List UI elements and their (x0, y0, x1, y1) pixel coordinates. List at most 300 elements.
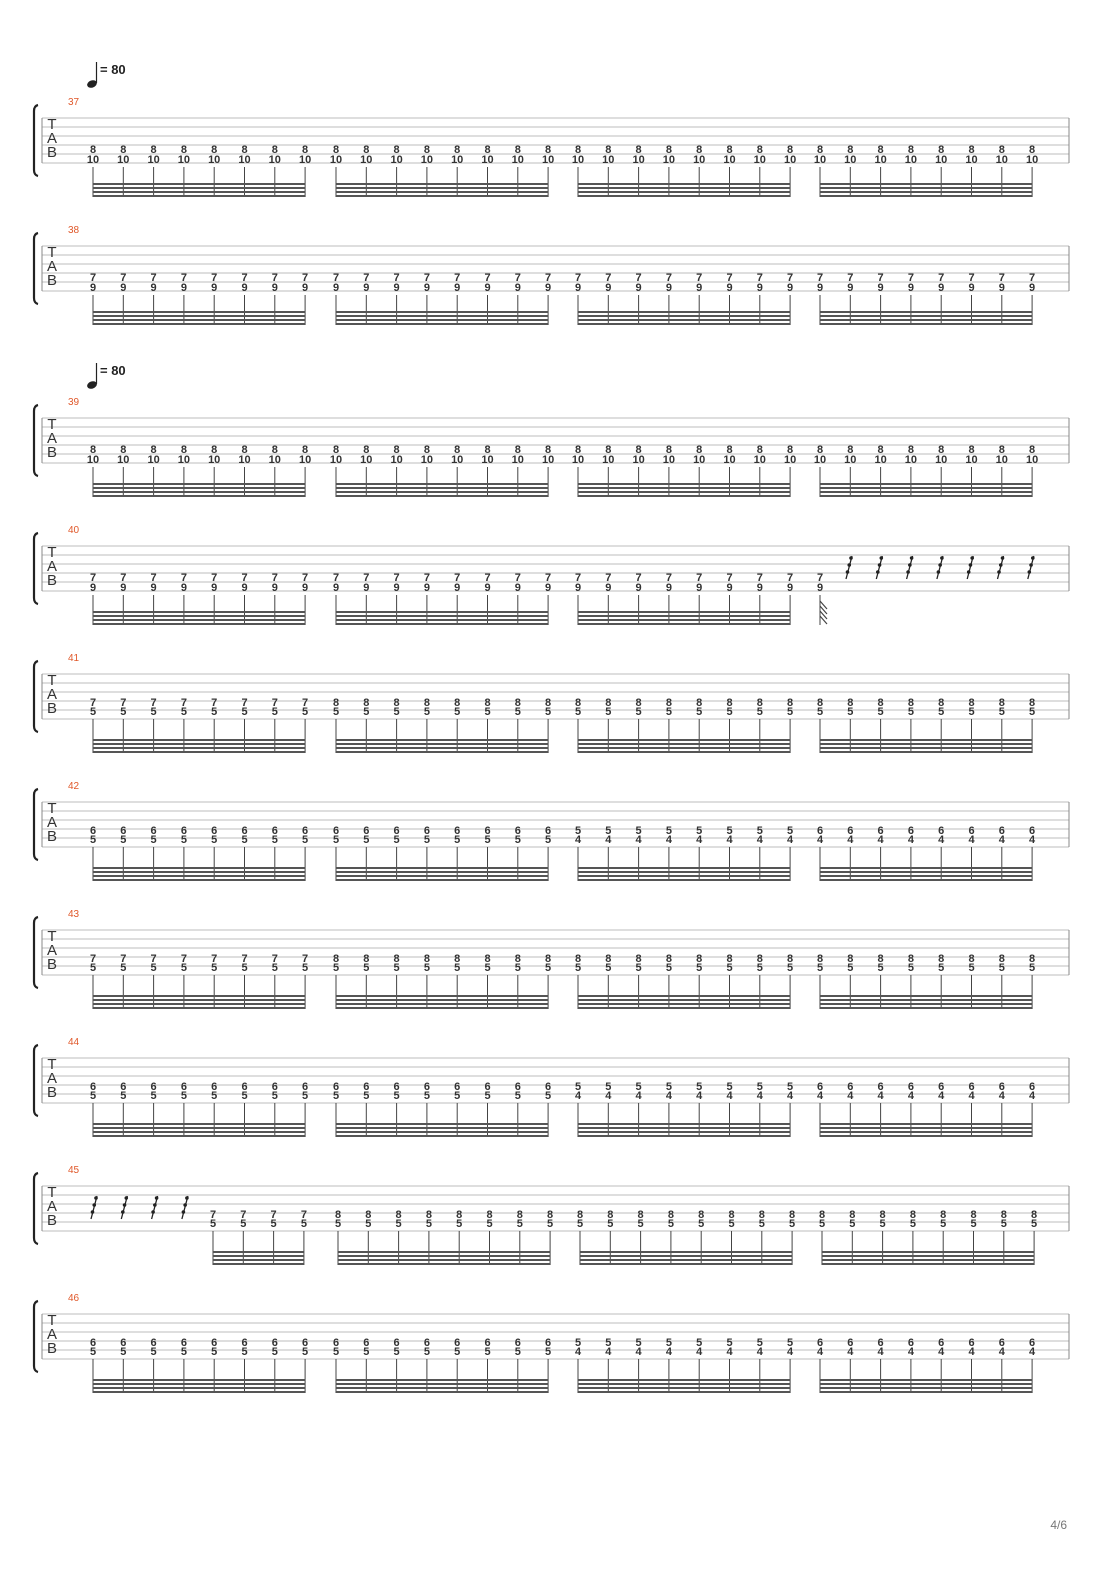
fret-number: 8 (302, 444, 309, 456)
fret-number: 4 (998, 834, 1005, 846)
beam (820, 323, 1032, 325)
fret-number: 5 (667, 1218, 674, 1230)
rest-icon (91, 1196, 98, 1219)
fret-number: 5 (514, 962, 521, 974)
fret-number: 5 (756, 1081, 763, 1093)
tab-clef-letter: T (47, 928, 57, 945)
fret-number: 9 (484, 282, 491, 294)
fret-number: 6 (302, 1081, 309, 1093)
fret-number: 5 (211, 962, 218, 974)
beam (336, 747, 548, 749)
beam (820, 195, 1032, 197)
fret-number: 7 (302, 697, 309, 709)
fret-number: 9 (271, 282, 278, 294)
fret-number: 9 (756, 582, 763, 594)
tab-clef-letter: T (47, 1184, 57, 1201)
fret-number: 10 (420, 154, 434, 166)
beam (578, 611, 790, 613)
fret-number: 6 (907, 1337, 914, 1349)
fret-number: 5 (332, 962, 340, 974)
fret-number: 8 (756, 697, 763, 709)
fret-number: 5 (423, 962, 430, 974)
beam (93, 623, 305, 625)
fret-number: 5 (726, 962, 733, 974)
tab-clef-letter: B (46, 1340, 58, 1357)
fret-number: 5 (120, 1090, 127, 1102)
fret-number: 6 (545, 825, 552, 837)
fret-number: 5 (454, 962, 461, 974)
tab-system (34, 909, 1069, 1009)
measure-number: 38 (68, 225, 80, 236)
fret-number: 10 (117, 454, 130, 466)
fret-number: 5 (545, 706, 552, 718)
fret-number: 10 (238, 154, 251, 166)
beam (820, 879, 1032, 881)
fret-number: 7 (120, 572, 127, 584)
tab-clef-letter: B (46, 572, 58, 589)
system-bracket (34, 917, 38, 988)
fret-number: 7 (241, 697, 248, 709)
tab-clef-letter: B (46, 828, 58, 845)
beam (336, 751, 548, 753)
fret-number: 5 (909, 1218, 916, 1230)
beam (93, 999, 305, 1001)
fret-number: 8 (393, 953, 400, 965)
beam (578, 747, 790, 749)
fret-number: 6 (938, 825, 945, 837)
fret-number: 5 (271, 834, 278, 846)
fret-number: 6 (968, 1081, 975, 1093)
beam (822, 1255, 1034, 1257)
fret-number: 8 (818, 1209, 826, 1221)
fret-number: 8 (393, 144, 400, 156)
beam (820, 1379, 1032, 1381)
fret-number: 5 (698, 1218, 705, 1230)
fret-number: 5 (395, 1218, 402, 1230)
fret-number: 8 (545, 697, 552, 709)
fret-number: 10 (511, 454, 524, 466)
fret-number: 7 (847, 272, 854, 284)
fret-number: 10 (329, 454, 343, 466)
fret-number: 5 (393, 1346, 400, 1358)
beam (336, 619, 548, 621)
tab-clef-letter: T (47, 672, 57, 689)
fret-number: 10 (874, 154, 887, 166)
fret-number: 5 (484, 962, 491, 974)
fret-number: 9 (877, 282, 884, 294)
fret-number: 5 (605, 1081, 612, 1093)
beam (820, 319, 1032, 321)
beam (820, 1383, 1032, 1385)
beam (820, 315, 1032, 317)
fret-number: 6 (877, 1081, 884, 1093)
fret-number: 10 (965, 154, 978, 166)
beam (93, 739, 305, 741)
fret-number: 8 (605, 144, 612, 156)
fret-number: 8 (907, 697, 914, 709)
beam (820, 1135, 1032, 1137)
fret-number: 8 (180, 444, 187, 456)
tab-clef-letter: B (46, 444, 58, 461)
fret-number: 7 (180, 572, 187, 584)
beam (822, 1263, 1034, 1265)
fret-number: 10 (995, 454, 1008, 466)
beam (93, 743, 305, 745)
beam (820, 743, 1032, 745)
fret-number: 7 (241, 272, 248, 284)
beam (820, 1007, 1032, 1009)
beam (820, 747, 1032, 749)
beam (338, 1263, 550, 1265)
fret-number: 8 (968, 953, 975, 965)
fret-number: 5 (332, 706, 340, 718)
fret-number: 7 (211, 697, 218, 709)
fret-number: 8 (847, 953, 854, 965)
fret-number: 8 (728, 1209, 735, 1221)
tab-system (34, 653, 1069, 753)
fret-number: 9 (211, 582, 218, 594)
fret-number: 9 (696, 582, 703, 594)
fret-number: 5 (787, 1081, 794, 1093)
rest-icon (151, 1196, 158, 1219)
fret-number: 10 (995, 154, 1008, 166)
fret-number: 5 (545, 834, 552, 846)
fret-number: 10 (753, 454, 766, 466)
fret-number: 6 (816, 825, 824, 837)
fret-number: 9 (635, 282, 642, 294)
beam (578, 623, 790, 625)
fret-number: 8 (574, 144, 582, 156)
fret-number: 4 (968, 834, 975, 846)
fret-number: 8 (696, 697, 703, 709)
fret-number: 7 (332, 272, 340, 284)
system-bracket (34, 533, 38, 604)
fret-number: 5 (89, 1346, 97, 1358)
fret-number: 5 (271, 1346, 278, 1358)
beam (820, 311, 1032, 313)
beam (93, 1383, 305, 1385)
beam (213, 1251, 304, 1253)
fret-number: 5 (1029, 962, 1036, 974)
fret-number: 7 (302, 572, 309, 584)
fret-number: 7 (211, 953, 218, 965)
fret-number: 7 (574, 272, 582, 284)
measure-number: 40 (68, 525, 80, 536)
beam (338, 1255, 550, 1257)
fret-number: 5 (332, 1090, 340, 1102)
fret-number: 5 (665, 1081, 672, 1093)
fret-number: 4 (696, 834, 703, 846)
beam (336, 871, 548, 873)
fret-number: 8 (241, 444, 248, 456)
beam (578, 1391, 790, 1393)
fret-number: 10 (481, 154, 494, 166)
fret-number: 6 (211, 1081, 218, 1093)
fret-number: 8 (514, 697, 521, 709)
fret-number: 5 (423, 706, 430, 718)
fret-number: 6 (484, 825, 491, 837)
fret-number: 8 (120, 144, 127, 156)
measure-number: 43 (68, 909, 80, 920)
fret-number: 5 (726, 706, 733, 718)
beam (578, 1383, 790, 1385)
fret-number: 10 (208, 154, 221, 166)
fret-number: 5 (456, 1218, 463, 1230)
fret-number: 7 (150, 697, 157, 709)
beam (93, 611, 305, 613)
fret-number: 5 (484, 1346, 491, 1358)
fret-number: 5 (300, 1218, 307, 1230)
tab-clef-letter: B (46, 700, 58, 717)
fret-number: 5 (756, 962, 763, 974)
beam (336, 495, 548, 497)
fret-number: 6 (968, 825, 975, 837)
fret-number: 5 (271, 706, 278, 718)
beam (336, 743, 548, 745)
tab-clef-letter: B (46, 272, 58, 289)
fret-number: 5 (241, 1346, 248, 1358)
fret-number: 7 (271, 953, 278, 965)
fret-number: 6 (847, 1081, 854, 1093)
fret-number: 6 (302, 1337, 309, 1349)
fret-number: 5 (454, 706, 461, 718)
fret-number: 9 (423, 282, 430, 294)
fret-number: 8 (363, 444, 370, 456)
fret-number: 10 (935, 154, 948, 166)
fret-number: 4 (907, 1090, 914, 1102)
fret-number: 10 (874, 454, 887, 466)
fret-number: 5 (514, 1090, 521, 1102)
fret-number: 9 (787, 582, 794, 594)
rest-icon (846, 556, 853, 579)
fret-number: 7 (180, 272, 187, 284)
fret-number: 5 (150, 1090, 157, 1102)
fret-number: 10 (390, 154, 403, 166)
fret-number: 5 (365, 1218, 372, 1230)
measure-number: 39 (68, 397, 80, 408)
beam (578, 1379, 790, 1381)
fret-number: 4 (726, 834, 733, 846)
fret-number: 5 (847, 706, 854, 718)
fret-number: 10 (451, 154, 464, 166)
fret-number: 8 (877, 144, 884, 156)
fret-number: 7 (332, 572, 340, 584)
fret-number: 8 (787, 444, 794, 456)
fret-number: 8 (89, 144, 97, 156)
fret-number: 8 (456, 1209, 463, 1221)
fret-number: 8 (1029, 144, 1036, 156)
beam (578, 995, 790, 997)
fret-number: 6 (484, 1081, 491, 1093)
measure-number: 44 (68, 1037, 80, 1048)
fret-number: 8 (241, 144, 248, 156)
fret-number: 10 (117, 154, 130, 166)
fret-number: 8 (968, 697, 975, 709)
fret-number: 7 (665, 572, 672, 584)
fret-number: 7 (454, 572, 461, 584)
beam (578, 1007, 790, 1009)
fret-number: 7 (363, 272, 370, 284)
fret-number: 4 (574, 1090, 582, 1102)
beam (578, 879, 790, 881)
fret-number: 10 (723, 154, 736, 166)
fret-number: 4 (696, 1346, 703, 1358)
fret-number: 8 (120, 444, 127, 456)
beam (336, 1383, 548, 1385)
fret-number: 5 (241, 1090, 248, 1102)
beam (820, 739, 1032, 741)
fret-number: 9 (120, 282, 127, 294)
beam (93, 491, 305, 493)
fret-number: 5 (484, 1090, 491, 1102)
fret-number: 8 (847, 144, 854, 156)
fret-number: 7 (180, 953, 187, 965)
page-number: 4/6 (1050, 1518, 1067, 1532)
tab-clef-letter: T (47, 800, 57, 817)
fret-number: 8 (696, 444, 703, 456)
tab-clef-letter: T (47, 1056, 57, 1073)
fret-number: 10 (693, 454, 706, 466)
fret-number: 4 (968, 1346, 975, 1358)
fret-number: 4 (605, 1090, 612, 1102)
tab-clef-letter: B (46, 1212, 58, 1229)
fret-number: 7 (1029, 272, 1036, 284)
fret-number: 5 (726, 1337, 733, 1349)
fret-number: 9 (150, 582, 157, 594)
fret-number: 9 (454, 582, 461, 594)
fret-number: 7 (271, 697, 278, 709)
fret-number: 8 (847, 444, 854, 456)
fret-number: 8 (545, 144, 552, 156)
fret-number: 5 (363, 1346, 370, 1358)
fret-number: 6 (271, 1337, 278, 1349)
rest-icon (997, 556, 1004, 579)
fret-number: 6 (998, 825, 1005, 837)
fret-number: 8 (637, 1209, 644, 1221)
measure-number: 45 (68, 1165, 80, 1176)
beam (578, 743, 790, 745)
fret-number: 10 (360, 154, 373, 166)
fret-number: 4 (877, 1346, 884, 1358)
fret-number: 5 (605, 706, 612, 718)
beam (578, 739, 790, 741)
fret-number: 8 (879, 1209, 886, 1221)
fret-number: 5 (423, 1346, 430, 1358)
fret-number: 6 (998, 1337, 1005, 1349)
measure-number: 46 (68, 1293, 80, 1304)
fret-number: 6 (180, 1081, 187, 1093)
fret-number: 8 (665, 144, 672, 156)
fret-number: 7 (270, 1209, 277, 1221)
beam (93, 323, 305, 325)
beam (820, 995, 1032, 997)
fret-number: 5 (696, 825, 703, 837)
fret-number: 8 (547, 1209, 554, 1221)
beam (580, 1255, 792, 1257)
fret-number: 7 (816, 272, 824, 284)
fret-number: 10 (208, 454, 221, 466)
fret-number: 5 (150, 834, 157, 846)
beam (336, 1123, 548, 1125)
fret-number: 5 (635, 1337, 642, 1349)
fret-number: 8 (787, 144, 794, 156)
fret-number: 8 (1029, 697, 1036, 709)
fret-number: 6 (393, 1081, 400, 1093)
fret-number: 8 (877, 953, 884, 965)
fret-number: 7 (998, 272, 1005, 284)
fret-number: 10 (965, 454, 978, 466)
beam (336, 867, 548, 869)
fret-number: 6 (938, 1081, 945, 1093)
fret-number: 6 (150, 825, 157, 837)
fret-number: 4 (605, 834, 612, 846)
beam (93, 1379, 305, 1381)
fret-number: 9 (423, 582, 430, 594)
fret-number: 10 (662, 154, 676, 166)
beam (336, 739, 548, 741)
fret-number: 7 (877, 272, 884, 284)
fret-number: 9 (726, 582, 733, 594)
fret-number: 8 (516, 1209, 523, 1221)
fret-number: 10 (632, 454, 645, 466)
fret-number: 6 (120, 1081, 127, 1093)
fret-number: 9 (393, 582, 400, 594)
beam (336, 183, 548, 185)
fret-number: 5 (1000, 1218, 1007, 1230)
fret-number: 7 (454, 272, 461, 284)
fret-number: 5 (968, 706, 975, 718)
rest-icon (967, 556, 974, 579)
fret-number: 5 (574, 1081, 582, 1093)
tab-system (34, 781, 1069, 881)
system-bracket (34, 1301, 38, 1372)
fret-number: 8 (484, 144, 491, 156)
fret-number: 8 (635, 697, 642, 709)
fret-number: 6 (907, 1081, 914, 1093)
fret-number: 9 (302, 582, 309, 594)
fret-number: 9 (665, 582, 672, 594)
fret-number: 8 (756, 144, 763, 156)
beam (93, 1123, 305, 1125)
rest-icon (876, 556, 883, 579)
fret-number: 5 (998, 706, 1005, 718)
fret-number: 9 (89, 282, 97, 294)
fret-number: 6 (907, 825, 914, 837)
fret-number: 8 (423, 697, 430, 709)
fret-number: 7 (787, 572, 794, 584)
fret-number: 8 (907, 144, 914, 156)
fret-number: 8 (998, 953, 1005, 965)
fret-number: 6 (241, 1337, 248, 1349)
fret-number: 5 (120, 706, 127, 718)
fret-number: 9 (180, 282, 187, 294)
fret-number: 7 (423, 272, 430, 284)
fret-number: 5 (1031, 1218, 1038, 1230)
fret-number: 5 (271, 1090, 278, 1102)
fret-number: 10 (1025, 454, 1039, 466)
fret-number: 5 (970, 1218, 977, 1230)
fret-number: 10 (844, 154, 857, 166)
fret-number: 5 (635, 1081, 642, 1093)
fret-number: 10 (723, 454, 736, 466)
tab-clef-letter: T (47, 416, 57, 433)
fret-number: 5 (816, 706, 824, 718)
fret-number: 6 (484, 1337, 491, 1349)
tab-system (34, 525, 1069, 625)
fret-number: 9 (454, 282, 461, 294)
fret-number: 9 (998, 282, 1005, 294)
beam (213, 1259, 304, 1261)
